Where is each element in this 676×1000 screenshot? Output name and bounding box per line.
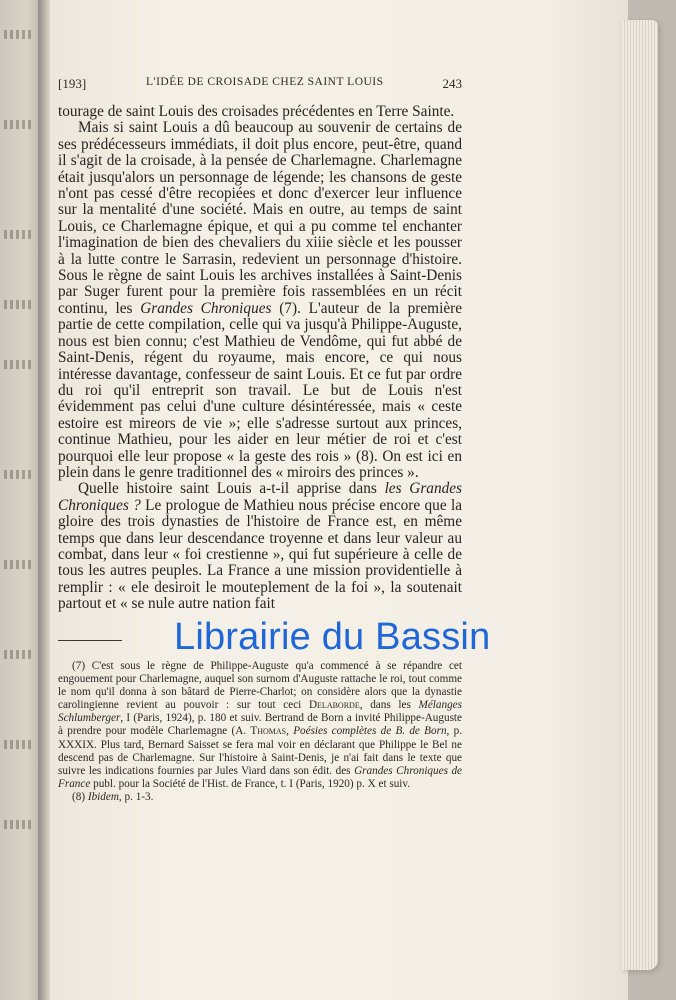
footnote-8 xyxy=(58,791,462,804)
author-name: Delaborde xyxy=(308,699,360,712)
paragraph-text: Quelle histoire saint Louis a-t-il apprise dans xyxy=(78,480,385,498)
italic-title: Mélanges Schlumberger xyxy=(58,699,462,725)
ghost-text xyxy=(4,560,34,569)
footnote-text: , xyxy=(286,725,294,738)
footnote-text: , p. XXXIX. Plus tard, Bernard Saisset se fera mal voir en déclarant que Philippe le Bel ne descend pas de Charlemagne. Sur l'histoire à Saint-Denis, je n'ai fait dans le texte que suivre les indications fournies par Jules Viard dans son édit. des xyxy=(58,725,462,777)
italic-title: Grandes Chroniques xyxy=(140,299,272,317)
italic-title: Grandes Chroniques de France xyxy=(58,764,463,790)
page-edges xyxy=(622,20,658,970)
ghost-text xyxy=(4,30,34,39)
ghost-text xyxy=(4,470,34,479)
watermark: Librairie du Bassin xyxy=(174,616,491,658)
footnote-text: , dans les xyxy=(359,699,419,712)
footnotes xyxy=(58,660,462,804)
italic-title: Poésies complètes de B. de Born xyxy=(293,725,447,738)
footnote-7 xyxy=(58,660,462,791)
paragraph-text: (7). L'auteur de la première partie de cette compilation, celle qui va jusqu'à Philippe-Auguste, nous est bien connu; c'est Mathieu de Vendôme, qui fut abbé de Saint-Denis, régent du royaume, mais encore, ce qui nous intéresse davantage, confesseur de saint Louis. Et ce fut par ordre du roi qu'il entreprit son travail. Le but de Louis n'est évidemment pas celui d'une culture désintéressée, mais « ceste estoire est mireors de vie »; elle s'adresse surtout aux princes, continue Mathieu, pour les aider en leur métier de roi et c'est pourquoi elle leur propose « la geste des rois » (8). On est ici en plein dans le genre traditionnel des « miroirs des princes ». xyxy=(58,299,463,481)
paragraph-text: Mais si saint Louis a dû beaucoup au souvenir de certains de ses prédécesseurs immédiats, il doit plus encore, peut-être, quand il s'agit de la croisade, à la pensée de Charlemagne. Charlemagne était jusqu'alors un personnage de légende; les chansons de geste n'ont pas cessé d'être recopiées et donc d'exercer leur influence sur la mentalité d'une société. Mais en outre, au temps de saint Louis, ce Charlemagne épique, et qui a pu comme tel enchanter l'imagination de bien des chevaliers du xiiie siècle et les pousser à la lutte contre le Sarrasin, redevient un personnage d'histoire. Sous le règne de saint Louis les archives installées à Saint-Denis par Suger furent pour la première fois rassemblées en un récit continu, les xyxy=(58,119,462,317)
footnote-text: publ. pour la Société de l'Hist. de France, t. I (Paris, 1920) p. X et suiv. xyxy=(90,777,411,790)
author-name: Thomas xyxy=(250,725,287,738)
ghost-text xyxy=(4,300,34,309)
running-title: L'IDÉE DE CROISADE CHEZ SAINT LOUIS xyxy=(146,76,384,88)
paragraph-text: Le prologue de Mathieu nous précise encore que la gloire des trois dynasties de l'histoire de France est, en même temps que dans leur descendance troyenne et dans leur valeur au combat, dans leur « foi crestienne », qui fut supérieure à celle de tous les autres peuples. La France a une mission providentielle à remplir : « ele desiroit le mouteplement de la foi », la soutenait partout et « se nule autre nation fait xyxy=(58,496,462,613)
footnote-text: (7) C'est sous le règne de Philippe-Auguste qu'a commencé à se répandre cet engouement pour Charlemagne, auquel son surnom d'Auguste rattache le roi, tout comme le nom qu'il donna à son bâtard de Pierre-Charlot; on considère alors que la dynastie carolingienne revient au pouvoir : sur tout ceci xyxy=(58,660,462,712)
ghost-text xyxy=(4,120,34,129)
ghost-text xyxy=(4,360,34,369)
ghost-text xyxy=(4,650,34,659)
footnote-text: (8) xyxy=(72,790,88,803)
paragraph xyxy=(58,120,462,481)
page-number: 243 xyxy=(442,76,462,91)
body-text xyxy=(58,104,462,613)
footnote-text: , p. 1-3. xyxy=(118,790,154,803)
ghost-text xyxy=(4,740,34,749)
paragraph-text: tourage de saint Louis des croisades précédentes en Terre Sainte. xyxy=(58,103,455,120)
italic-title: Ibidem xyxy=(87,790,119,803)
ghost-text xyxy=(4,820,34,829)
footnote-rule xyxy=(58,640,122,641)
paragraph xyxy=(58,104,462,120)
ghost-text xyxy=(4,230,34,239)
italic-title: les Grandes Chroniques ? xyxy=(58,480,462,514)
running-header xyxy=(58,76,462,96)
paragraph xyxy=(58,481,462,612)
footnote-text: , I (Paris, 1924), p. 180 et suiv. Bertrand de Born a invité Philippe-Auguste à prendre pour modèle Charlemagne (A. xyxy=(58,712,462,738)
section-number: [193] xyxy=(58,76,87,91)
